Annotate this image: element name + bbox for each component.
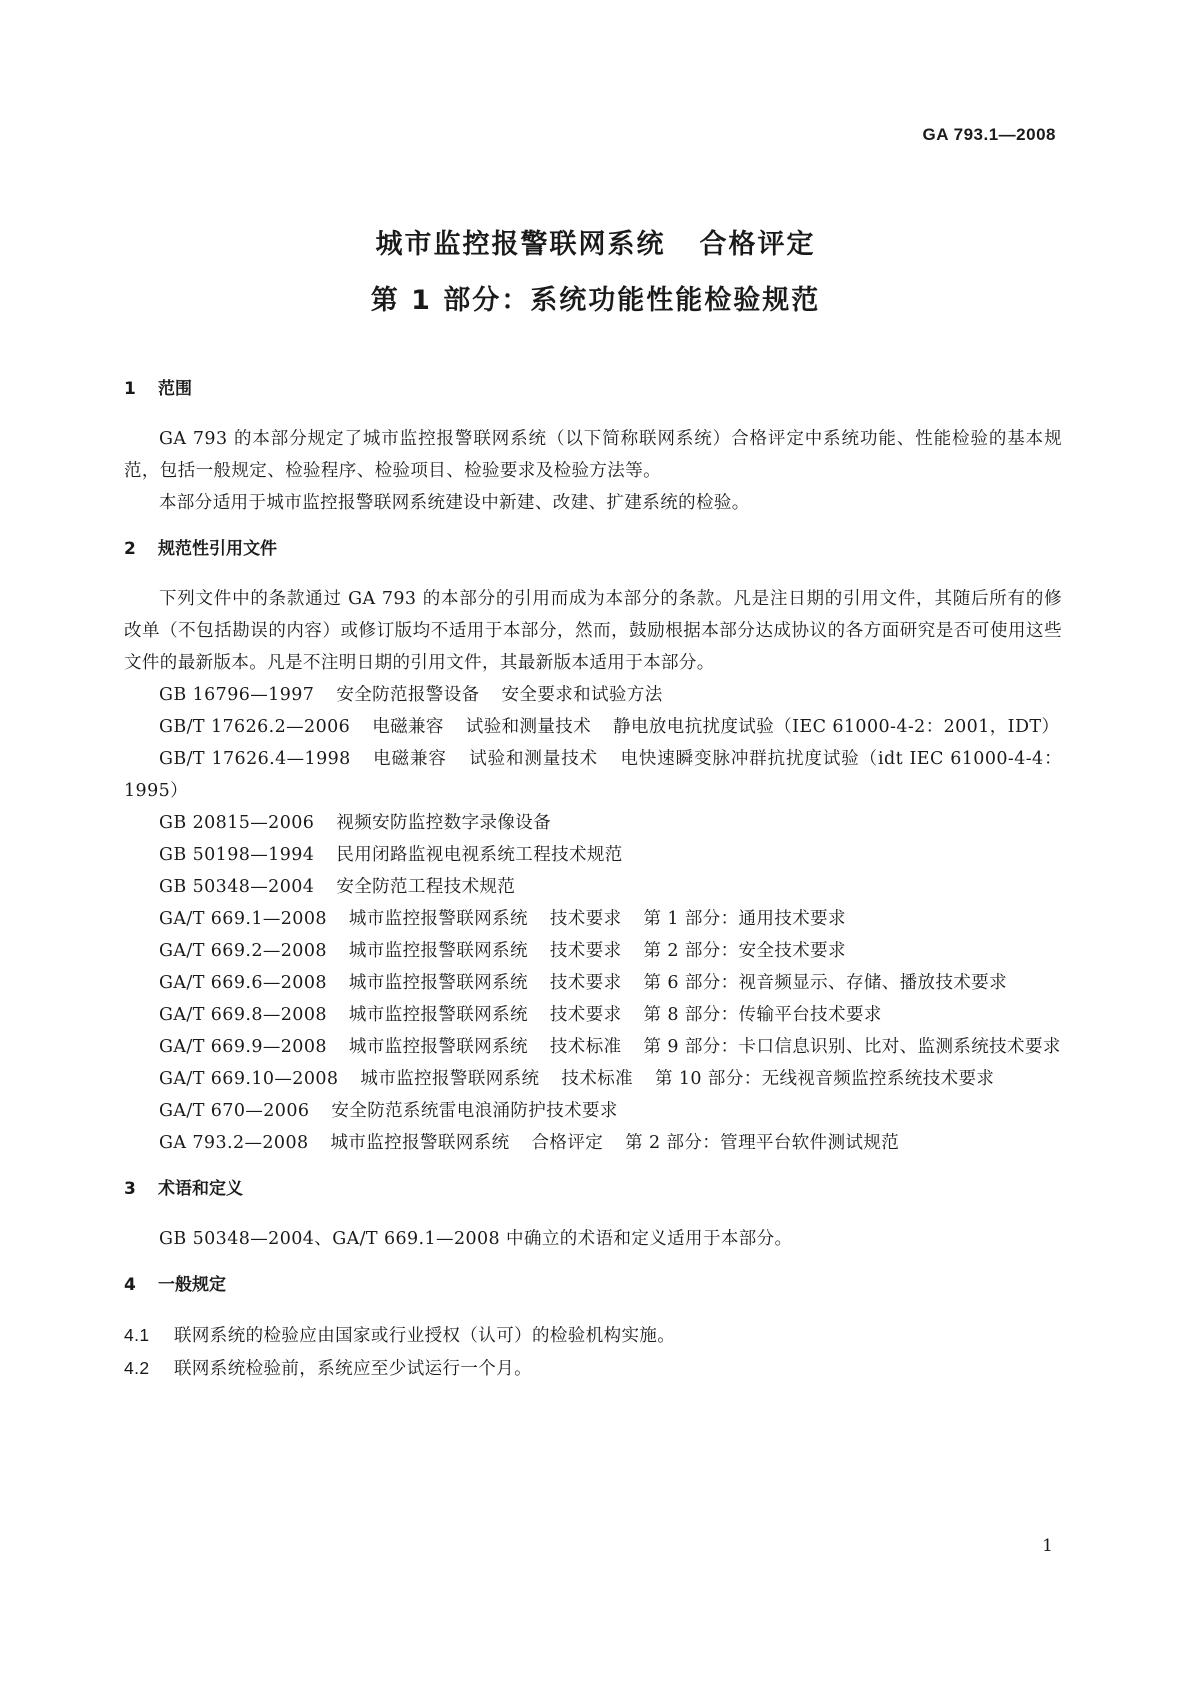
section-number: 3 bbox=[124, 1179, 136, 1199]
reference-title-part: 试验和测量技术 bbox=[468, 749, 598, 769]
clause-4-1 bbox=[124, 1319, 1062, 1352]
section-number: 1 bbox=[124, 379, 136, 399]
reference-code: GA/T 669.1—2008 bbox=[159, 909, 327, 929]
reference-title-part: 城市监控报警联网系统 bbox=[360, 1069, 540, 1089]
reference-title-part: 技术要求 bbox=[549, 941, 622, 961]
reference-code: GB 16796—1997 bbox=[159, 685, 315, 705]
section-title: 范围 bbox=[158, 379, 192, 399]
section-4-heading bbox=[124, 1269, 1062, 1301]
document-title bbox=[0, 225, 1191, 321]
reference-entry bbox=[124, 935, 1062, 967]
reference-title-part: 城市监控报警联网系统 bbox=[348, 1037, 528, 1057]
reference-title-part: 城市监控报警联网系统 bbox=[348, 941, 528, 961]
reference-code: GA 793.2—2008 bbox=[159, 1133, 309, 1153]
clause-4-2 bbox=[124, 1352, 1062, 1385]
reference-entry bbox=[124, 743, 1062, 807]
reference-title-part: 城市监控报警联网系统 bbox=[330, 1133, 510, 1153]
reference-code: GA/T 669.9—2008 bbox=[159, 1037, 327, 1057]
reference-code: GB/T 17626.2—2006 bbox=[159, 717, 351, 737]
reference-entry bbox=[124, 999, 1062, 1031]
document-body bbox=[124, 373, 1062, 1385]
reference-title-part: 电磁兼容 bbox=[372, 749, 447, 769]
reference-title-part: 安全要求和试验方法 bbox=[501, 685, 663, 705]
section-1-paragraph-1: GA 793 的本部分规定了城市监控报警联网系统（以下简称联网系统）合格评定中系统功能、性能检验的基本规范，包括一般规定、检验程序、检验项目、检验要求及检验方法等。 bbox=[124, 429, 1062, 481]
section-2-heading bbox=[124, 533, 1062, 565]
section-2-intro: 下列文件中的条款通过 GA 793 的本部分的引用而成为本部分的条款。凡是注日期的引用文件，其随后所有的修改单（不包括勘误的内容）或修订版均不适用于本部分，然而，鼓励根据本部分达成协议的各方面研究是否可使用这些文件的最新版本。凡是不注明日期的引用文件，其最新版本适用于本部分。 bbox=[124, 589, 1062, 673]
reference-entry bbox=[124, 967, 1062, 999]
reference-title-part: 试验和测量技术 bbox=[465, 717, 592, 737]
section-1-paragraph-2: 本部分适用于城市监控报警联网系统建设中新建、改建、扩建系统的检验。 bbox=[159, 493, 750, 513]
reference-title-part: 技术要求 bbox=[549, 909, 622, 929]
section-3-heading bbox=[124, 1173, 1062, 1205]
clause-number: 4.2 bbox=[124, 1358, 150, 1378]
reference-title-part: 合格评定 bbox=[531, 1133, 604, 1153]
reference-code: GA/T 669.10—2008 bbox=[159, 1069, 339, 1089]
reference-title-part: 第 2 部分：安全技术要求 bbox=[643, 941, 846, 961]
reference-code: GA/T 669.8—2008 bbox=[159, 1005, 327, 1025]
reference-title-part: 电快速瞬变脉冲群抗扰度试验（idt IEC 61000-4-4：1995） bbox=[124, 749, 1062, 801]
clause-text: 联网系统的检验应由国家或行业授权（认可）的检验机构实施。 bbox=[174, 1326, 676, 1346]
section-number: 2 bbox=[124, 539, 136, 559]
reference-title-part: 技术标准 bbox=[549, 1037, 622, 1057]
reference-title-part: 视频安防监控数字录像设备 bbox=[336, 813, 552, 833]
reference-title-part: 第 8 部分：传输平台技术要求 bbox=[643, 1005, 882, 1025]
reference-entry bbox=[124, 1031, 1062, 1063]
reference-title-part: 第 9 部分：卡口信息识别、比对、监测系统技术要求 bbox=[643, 1037, 1061, 1057]
reference-entry bbox=[124, 1063, 1062, 1095]
reference-title-part: 技术要求 bbox=[549, 1005, 622, 1025]
reference-title-part: 第 1 部分：通用技术要求 bbox=[643, 909, 846, 929]
reference-title-part: 电磁兼容 bbox=[372, 717, 444, 737]
reference-title-part: 静电放电抗扰度试验（IEC 61000-4-2：2001，IDT） bbox=[613, 717, 1060, 737]
title-line-2: 第 1 部分：系统功能性能检验规范 bbox=[370, 285, 821, 316]
page-number: 1 bbox=[1042, 1536, 1053, 1556]
section-3-paragraph: GB 50348—2004、GA/T 669.1—2008 中确立的术语和定义适用于本部分。 bbox=[159, 1229, 793, 1249]
section-title: 术语和定义 bbox=[158, 1179, 243, 1199]
reference-entry bbox=[124, 679, 1062, 711]
section-title: 规范性引用文件 bbox=[158, 539, 277, 559]
reference-code: GB 20815—2006 bbox=[159, 813, 315, 833]
clause-text: 联网系统检验前，系统应至少试运行一个月。 bbox=[174, 1359, 532, 1379]
reference-entry bbox=[124, 807, 1062, 839]
reference-title-part: 第 6 部分：视音频显示、存储、播放技术要求 bbox=[643, 973, 1008, 993]
reference-title-part: 安全防范工程技术规范 bbox=[336, 877, 516, 897]
reference-title-part: 技术标准 bbox=[561, 1069, 634, 1089]
reference-entry bbox=[124, 871, 1062, 903]
title-line-1 bbox=[0, 225, 1191, 281]
section-1-heading bbox=[124, 373, 1062, 405]
reference-title-part: 第 2 部分：管理平台软件测试规范 bbox=[625, 1133, 900, 1153]
clause-number: 4.1 bbox=[124, 1325, 150, 1345]
reference-title-part: 安全防范报警设备 bbox=[336, 685, 480, 705]
reference-code: GA/T 669.6—2008 bbox=[159, 973, 327, 993]
reference-code: GB 50198—1994 bbox=[159, 845, 315, 865]
reference-entry bbox=[124, 839, 1062, 871]
reference-title-part: 技术要求 bbox=[549, 973, 622, 993]
section-title: 一般规定 bbox=[158, 1275, 226, 1295]
reference-entry bbox=[124, 1127, 1062, 1159]
reference-entry bbox=[124, 903, 1062, 935]
normative-references-list bbox=[124, 679, 1062, 1159]
reference-code: GA/T 670—2006 bbox=[159, 1101, 310, 1121]
reference-title-part: 第 10 部分：无线视音频监控系统技术要求 bbox=[655, 1069, 995, 1089]
title-line-1-a: 城市监控报警联网系统 bbox=[375, 229, 666, 260]
reference-title-part: 安全防范系统雷电浪涌防护技术要求 bbox=[331, 1101, 618, 1121]
section-number: 4 bbox=[124, 1275, 136, 1295]
reference-title-part: 城市监控报警联网系统 bbox=[348, 973, 528, 993]
standard-code: GA 793.1—2008 bbox=[922, 125, 1056, 144]
reference-code: GB/T 17626.4—1998 bbox=[159, 749, 351, 769]
reference-entry bbox=[124, 711, 1062, 743]
reference-code: GA/T 669.2—2008 bbox=[159, 941, 327, 961]
reference-title-part: 城市监控报警联网系统 bbox=[348, 1005, 528, 1025]
reference-code: GB 50348—2004 bbox=[159, 877, 315, 897]
reference-title-part: 民用闭路监视电视系统工程技术规范 bbox=[336, 845, 623, 865]
title-line-1-b: 合格评定 bbox=[699, 229, 816, 260]
reference-entry bbox=[124, 1095, 1062, 1127]
reference-title-part: 城市监控报警联网系统 bbox=[348, 909, 528, 929]
